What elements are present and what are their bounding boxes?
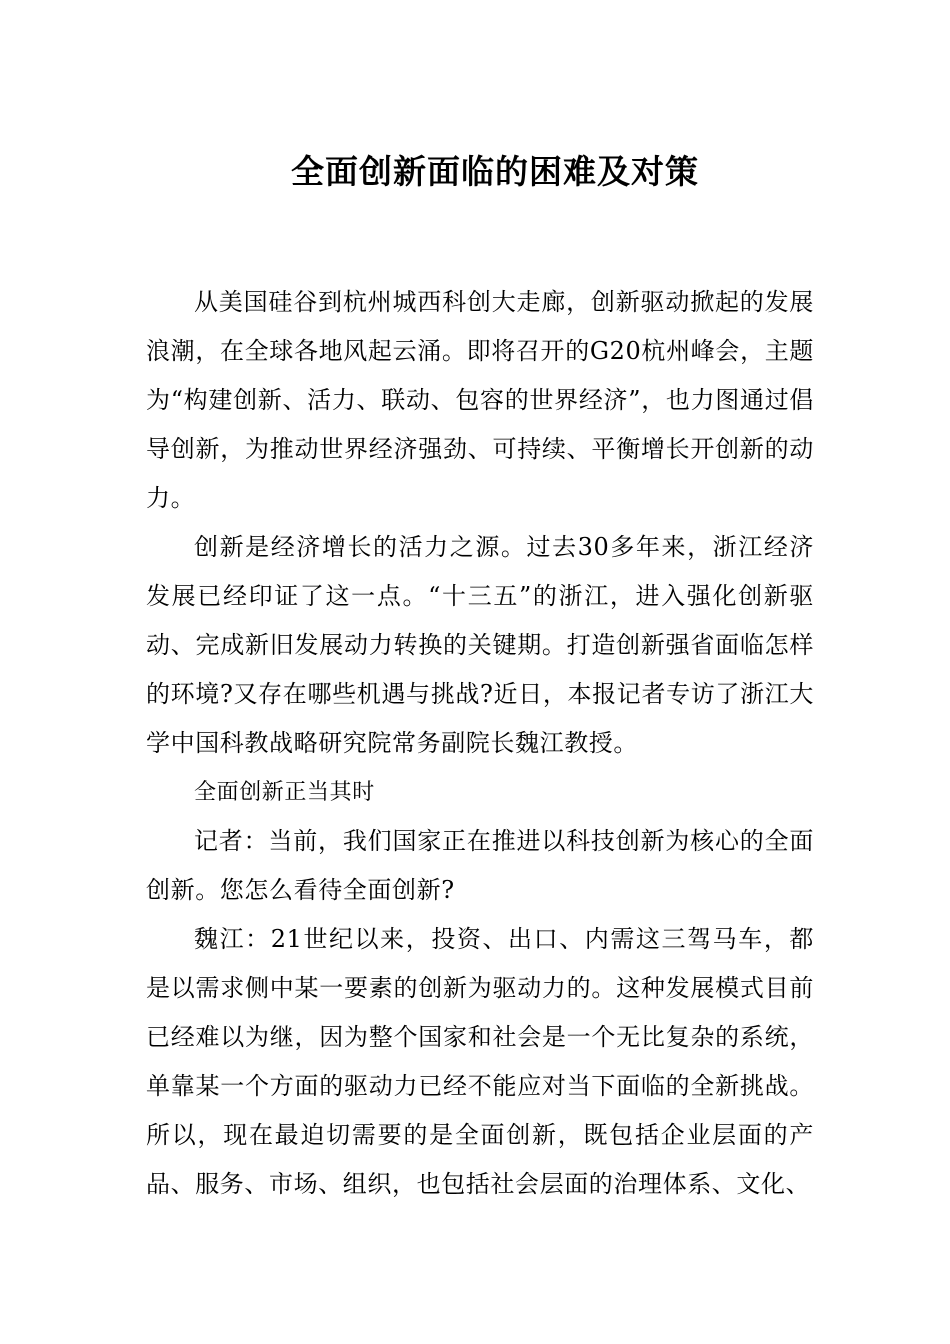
document-title: 全面创新面临的困难及对策 <box>291 152 699 192</box>
paragraph-reporter-question: 记者：当前，我们国家正在推进以科技创新为核心的全面创新。您怎么看待全面创新? <box>146 827 814 904</box>
document-body <box>146 278 814 1209</box>
paragraph-innovation-source: 创新是经济增长的活力之源。过去30多年来，浙江经济发展已经印证了这一点。“十三五”的浙江，进入强化创新驱动、完成新旧发展动力转换的关键期。打造创新强省面临怎样的环境?又存在哪些机遇与挑战?近日，本报记者专访了浙江大学中国科教战略研究院常务副院长魏江教授。 <box>146 533 814 757</box>
section-heading: 全面创新正当其时 <box>194 780 375 805</box>
paragraph-weijiang-answer: 魏江：21世纪以来，投资、出口、内需这三驾马车，都是以需求侧中某一要素的创新为驱动力的。这种发展模式目前已经难以为继，因为整个国家和社会是一个无比复杂的系统，单靠某一个方面的驱动力已经不能应对当下面临的全新挑战。所以，现在最迫切需要的是全面创新，既包括企业层面的产品、服务、市场、组织，也包括社会层面的治理体系、文化、 <box>146 925 814 1198</box>
paragraph-intro: 从美国硅谷到杭州城西科创大走廊，创新驱动掀起的发展浪潮，在全球各地风起云涌。即将召开的G20杭州峰会，主题为“构建创新、活力、联动、包容的世界经济”，也力图通过倡导创新，为推动世界经济强劲、可持续、平衡增长开创新的动力。 <box>146 288 814 512</box>
